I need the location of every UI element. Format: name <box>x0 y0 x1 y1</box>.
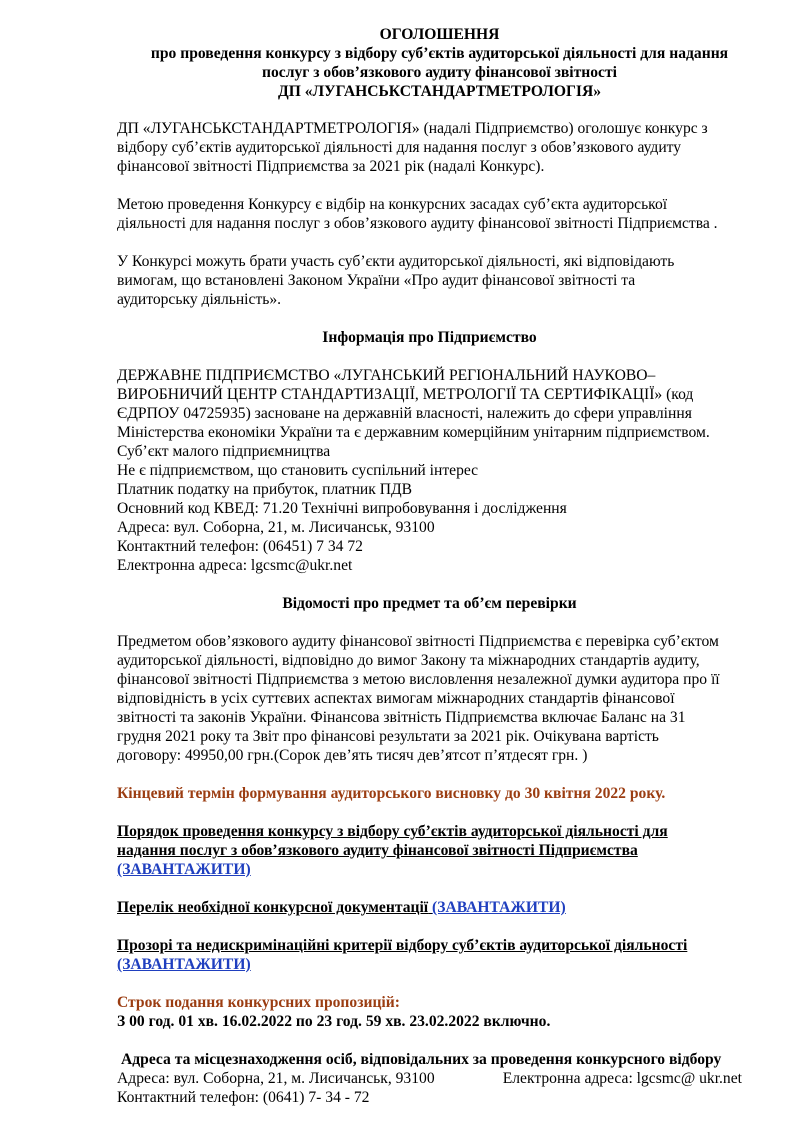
text-line: Контактний телефон: (06451) 7 34 72 <box>117 538 363 555</box>
text-line: діяльності для надання послуг з обов’язкового аудиту фінансової звітності Підприємства . <box>117 215 718 232</box>
text-line: відповідність в усіх суттєвих аспектах вимогам міжнародних стандартів фінансової <box>117 690 675 707</box>
contact-phone: Контактний телефон: (0641) 7- 34 - 72 <box>117 1089 370 1106</box>
contact-address: Адреса: вул. Соборна, 21, м. Лисичанськ, 93100 <box>117 1070 435 1087</box>
text-line: У Конкурсі можуть брати участь суб’єкти аудиторської діяльності, які відповідають <box>117 253 675 270</box>
contact-email: Електронна адреса: lgcsmc@ ukr.net <box>502 1070 742 1087</box>
contacts-block <box>117 1050 742 1107</box>
text-line: договору: 49950,00 грн.(Сорок дев’ять тисяч дев’ятсот п’ятдесят грн. ) <box>117 747 588 764</box>
contacts-heading: Адреса та місцезнаходження осіб, відповідальних за проведення конкурсного відбору <box>121 1051 722 1068</box>
procedure-download-link[interactable]: (ЗАВАНТАЖИТИ) <box>117 861 251 878</box>
selection-criteria <box>117 936 742 974</box>
text-line: ЄДРПОУ 04725935) засноване на державній власності, належить до сфери управління <box>117 405 692 422</box>
procedure-title-line-2: надання послуг з обов’язкового аудиту фінансової звітності Підприємства <box>117 842 638 859</box>
procedure-document <box>117 822 742 879</box>
text-line: Основний код КВЕД: 71.20 Технічні випробовування і дослідження <box>117 500 567 517</box>
text-line: Платник податку на прибуток, платник ПДВ <box>117 481 413 498</box>
criteria-title: Прозорі та недискримінаційні критерії відбору суб’єктів аудиторської діяльності <box>117 937 688 954</box>
contacts-address-row <box>117 1069 742 1088</box>
text-line: Предметом обов’язкового аудиту фінансової звітності Підприємства є перевірка суб’єктом <box>117 633 719 650</box>
subtitle-line-1: про проведення конкурсу з відбору суб’єктів аудиторської діяльності для надання <box>150 45 729 62</box>
text-line: Метою проведення Конкурсу є відбір на конкурсних засадах суб’єкта аудиторської <box>117 196 668 213</box>
intro-paragraph-2 <box>117 195 742 233</box>
text-line: ДЕРЖАВНЕ ПІДПРИЄМСТВО «ЛУГАНСЬКИЙ РЕГІОНАЛЬНИЙ НАУКОВО– <box>117 367 656 384</box>
text-line: аудиторської діяльності, відповідно до вимог Закону та міжнародних стандартів аудиту, <box>117 652 700 669</box>
intro-paragraph-1 <box>117 119 742 176</box>
text-line: звітності та законів України. Фінансова звітність Підприємства включає Баланс на 31 <box>117 709 686 726</box>
text-line: ВИРОБНИЧИЙ ЦЕНТР СТАНДАРТИЗАЦІЇ, МЕТРОЛОГІЇ ТА СЕРТИФІКАЦІЇ» (код <box>117 386 694 403</box>
documentation-list <box>117 898 742 917</box>
procedure-title-line-1: Порядок проведення конкурсу з відбору суб’єктів аудиторської діяльності для <box>117 823 668 840</box>
criteria-download-link[interactable]: (ЗАВАНТАЖИТИ) <box>117 956 251 973</box>
text-line: відбору суб’єктів аудиторської діяльності для надання послуг з обов’язкового аудиту <box>117 139 682 156</box>
text-line: Електронна адреса: lgcsmc@ukr.net <box>117 557 353 574</box>
text-line: фінансової звітності Підприємства за 2021 рік (надалі Конкурс). <box>117 158 545 175</box>
documentation-download-link[interactable]: (ЗАВАНТАЖИТИ) <box>432 899 566 916</box>
text-line: вимогам, що встановлені Законом України «Про аудит фінансової звітності та <box>117 272 636 289</box>
audit-subject-heading: Відомості про предмет та об’єм перевірки <box>282 595 577 612</box>
text-line: Не є підприємством, що становить суспільний інтерес <box>117 462 479 479</box>
submission-period <box>117 993 742 1031</box>
text-line: ДП «ЛУГАНСЬКСТАНДАРТМЕТРОЛОГІЯ» (надалі Підприємство) оголошує конкурс з <box>117 120 708 137</box>
text-line: аудиторську діяльність». <box>117 291 282 308</box>
text-line: грудня 2021 року та Звіт про фінансові результати за 2021 рік. Очікувана вартість <box>117 728 659 745</box>
documentation-list-title: Перелік необхідної конкурсної документації <box>117 899 429 916</box>
intro-paragraph-3 <box>117 252 742 309</box>
subtitle-line-3: ДП «ЛУГАНСЬКСТАНДАРТМЕТРОЛОГІЯ» <box>278 83 601 100</box>
text-line: Адреса: вул. Соборна, 21, м. Лисичанськ, 93100 <box>117 519 435 536</box>
company-info-block <box>117 366 742 575</box>
submission-heading: Строк подання конкурсних пропозицій: <box>117 994 400 1011</box>
page-title: ОГОЛОШЕННЯ <box>379 26 500 43</box>
announcement-header <box>137 25 742 101</box>
audit-subject-block <box>117 632 742 765</box>
text-line: Суб’єкт малого підприємництва <box>117 443 331 460</box>
text-line: фінансової звітності Підприємства з метою висловлення незалежної думки аудитора про її <box>117 671 720 688</box>
report-deadline: Кінцевий термін формування аудиторського висновку до 30 квітня 2022 року. <box>117 785 666 802</box>
company-info-heading: Інформація про Підприємство <box>322 329 537 346</box>
subtitle-line-2: послуг з обов’язкового аудиту фінансової звітності <box>262 64 617 81</box>
text-line: Міністерства економіки України та є державним комерційним унітарним підприємством. <box>117 424 710 441</box>
submission-dates: З 00 год. 01 хв. 16.02.2022 по 23 год. 59 хв. 23.02.2022 включно. <box>117 1013 551 1030</box>
